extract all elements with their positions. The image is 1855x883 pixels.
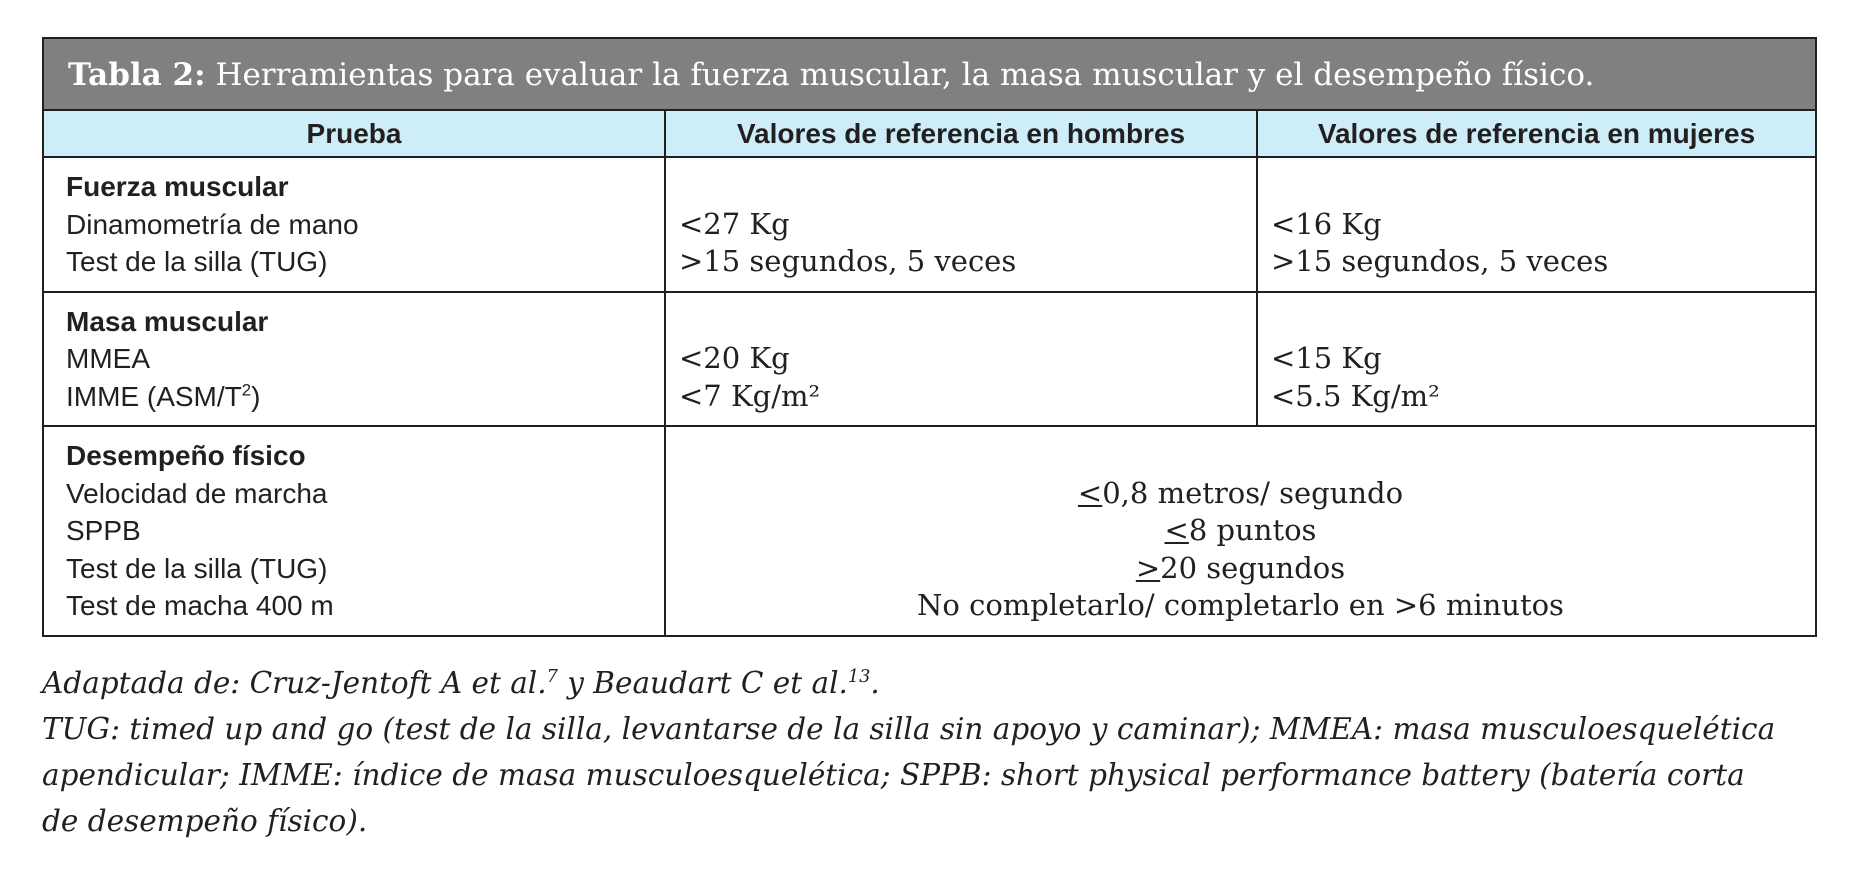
men-value: <20 Kg: [679, 341, 790, 375]
caption-text: Herramientas para evaluar la fuerza muscular, la masa muscular y el desempeño físico.: [215, 57, 1595, 93]
data-table: [44, 111, 1815, 635]
table-row-desempeno-fisico: [44, 426, 1815, 635]
men-value-cell: [665, 292, 1257, 427]
shared-value: <8 puntos: [1164, 513, 1317, 547]
group-title-fuerza: Fuerza muscular: [66, 171, 289, 202]
shared-value-cell: [665, 426, 1815, 635]
test-cell: [44, 292, 665, 427]
women-value: <15 Kg: [1271, 341, 1382, 375]
abbreviations-line-1: TUG: timed up and go (test de la silla, levantarse de la silla sin apoyo y caminar); MMEA: masa musculoesquelética: [42, 712, 1776, 746]
test-name: Test de macha 400 m: [66, 590, 334, 621]
test-name: MMEA: [66, 343, 150, 374]
table-row-fuerza-muscular: [44, 157, 1815, 292]
reference-table: [42, 37, 1817, 637]
women-value: <5.5 Kg/m²: [1271, 378, 1440, 413]
test-name: SPPB: [66, 515, 141, 546]
men-value: >15 segundos, 5 veces: [679, 244, 1017, 278]
header-men: Valores de referencia en hombres: [665, 111, 1257, 157]
table-notes: [42, 660, 1822, 844]
test-name: Dinamometría de mano: [66, 208, 359, 240]
table-row-masa-muscular: [44, 292, 1815, 427]
shared-value: <0,8 metros/ segundo: [1077, 475, 1404, 510]
header-women: Valores de referencia en mujeres: [1257, 111, 1815, 157]
test-cell: [44, 157, 665, 292]
test-name: Test de la silla (TUG): [66, 246, 328, 277]
women-value: >15 segundos, 5 veces: [1271, 244, 1609, 278]
men-value: <7 Kg/m²: [679, 378, 821, 413]
superscript: 2: [241, 380, 252, 400]
header-row: [44, 111, 1815, 157]
women-value: <16 Kg: [1271, 206, 1382, 241]
abbreviations-line-2: apendicular; IMME: índice de masa musculoesquelética; SPPB: short physical performance battery (batería corta: [42, 758, 1745, 792]
test-name: Test de la silla (TUG): [66, 552, 328, 584]
shared-value: No completarlo/ completarlo en >6 minutos: [917, 588, 1564, 622]
abbreviations-line-3: de desempeño físico).: [42, 804, 368, 838]
header-prueba: Prueba: [44, 111, 665, 157]
table-caption: [44, 39, 1815, 111]
test-cell: [44, 426, 665, 635]
caption-label: Tabla 2:: [68, 57, 206, 93]
women-value-cell: [1257, 157, 1815, 292]
test-name: Velocidad de marcha: [66, 477, 328, 509]
women-value-cell: [1257, 292, 1815, 427]
men-value: <27 Kg: [679, 206, 790, 241]
group-title-masa: Masa muscular: [66, 305, 269, 337]
men-value-cell: [665, 157, 1257, 292]
group-title-desempeno: Desempeño físico: [66, 440, 306, 471]
shared-value: >20 segundos: [1135, 550, 1346, 585]
source-note: Adaptada de: Cruz-Jentoft A et al.$^7$ y Beaudart C et al.$^{13}$.: [42, 666, 880, 700]
test-name-imme: IMME $(ASM/T^2)$: [66, 380, 261, 412]
